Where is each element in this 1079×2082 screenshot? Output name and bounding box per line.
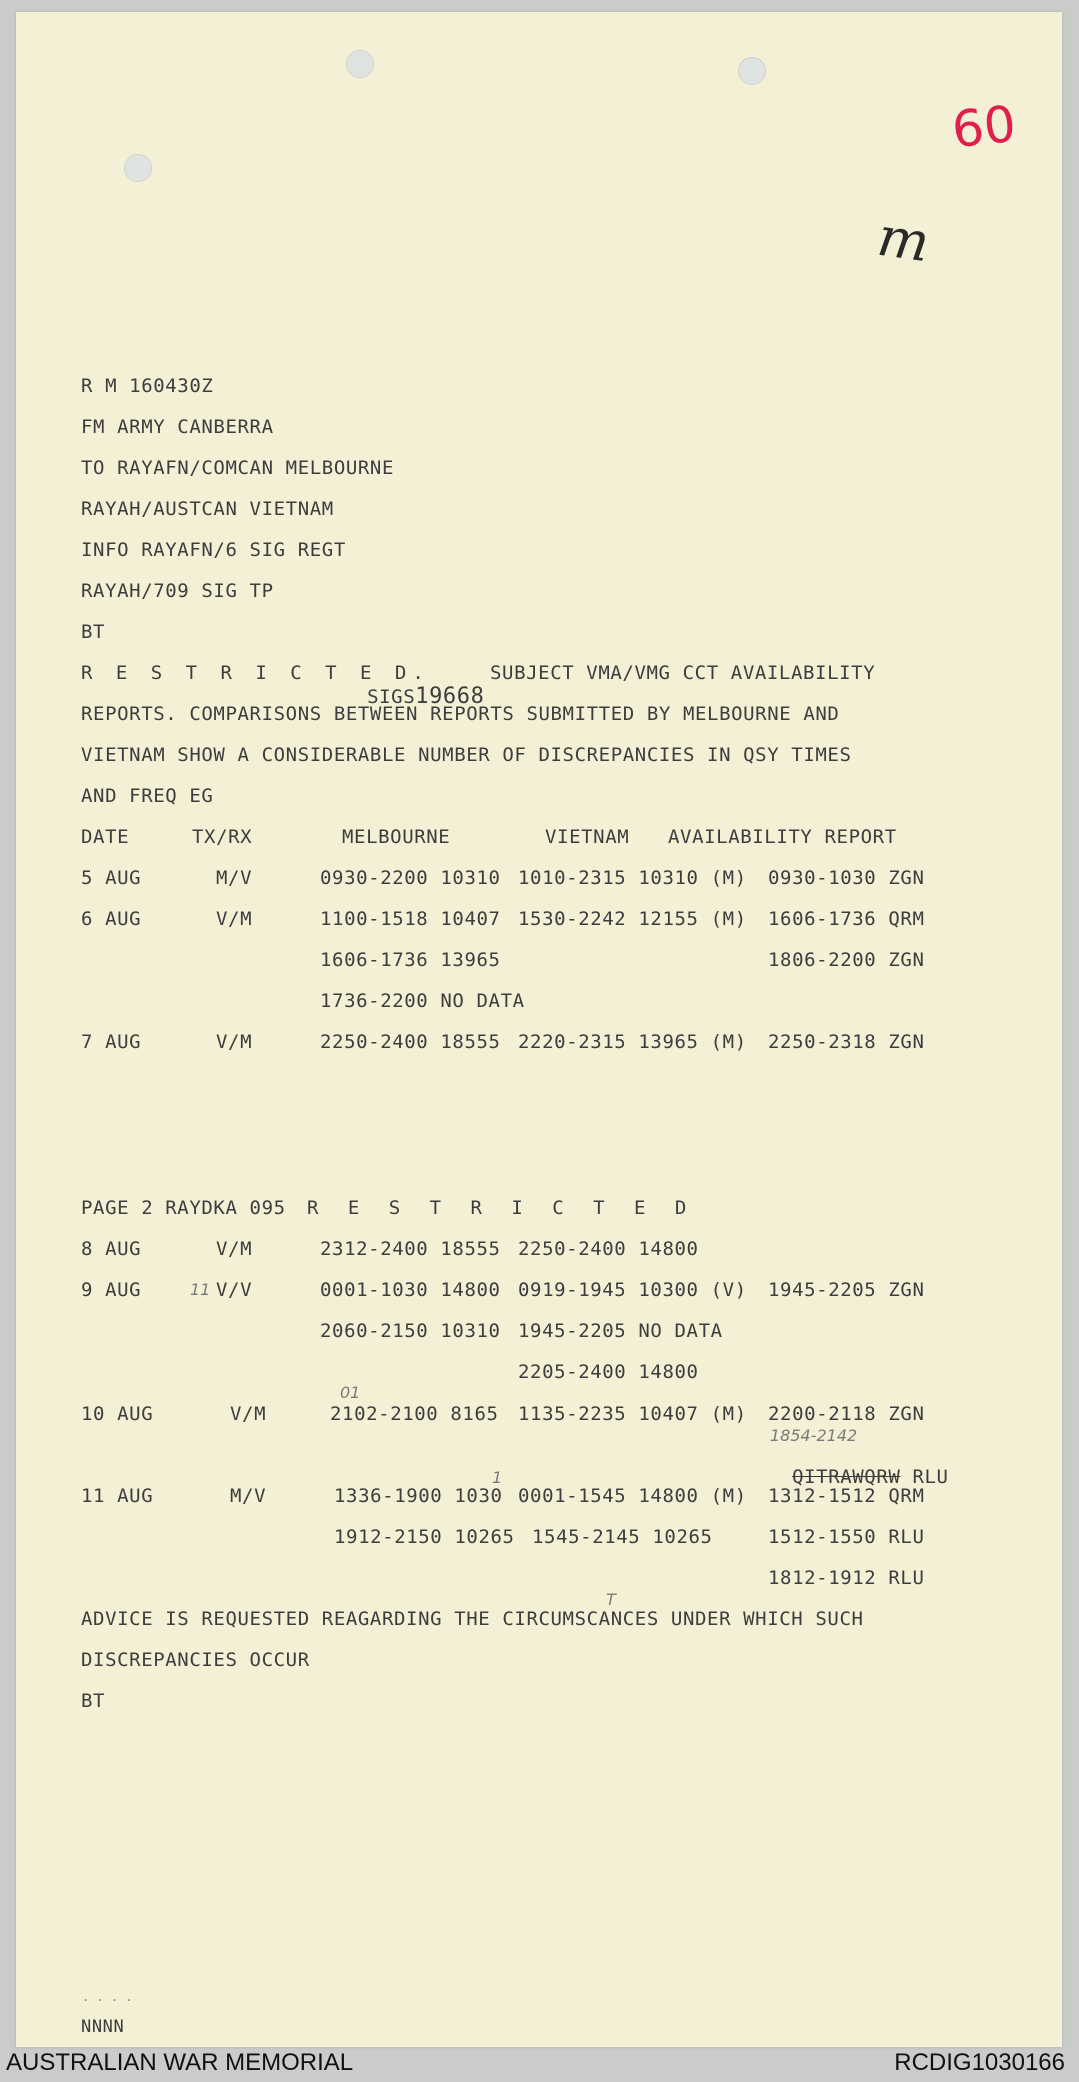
footer-record-id: RCDIG1030166: [894, 2049, 1065, 2076]
pencil-mark: 1: [492, 1468, 503, 1487]
row-vietnam: 0001-1545 14800 (M): [518, 1485, 747, 1507]
row-date: 8 AUG: [81, 1238, 142, 1260]
row-melbourne: 1736-2200 NO DATA: [320, 990, 525, 1012]
page-2-restricted: R E S T R I C T E D: [307, 1197, 696, 1219]
body-line-4: AND FREQ EG: [81, 785, 214, 807]
row-txrx: V/M: [216, 1238, 253, 1260]
header-line-dtg: R M 160430Z: [81, 375, 214, 397]
row-availability: 2250-2318 ZGN: [768, 1031, 925, 1053]
row-availability: 1606-1736 QRM: [768, 908, 925, 930]
row-melbourne: 0001-1030 14800: [320, 1279, 501, 1301]
row-melbourne: 2250-2400 18555: [320, 1031, 501, 1053]
row-vietnam: 1945-2205 NO DATA: [518, 1320, 723, 1342]
restricted-classification: R E S T R I C T E D.: [81, 662, 430, 684]
page-number-annotation: 60: [949, 94, 1019, 160]
row-txrx: V/M: [216, 908, 253, 930]
row-vietnam: 1530-2242 12155 (M): [518, 908, 747, 930]
col-header-txrx: TX/RX: [192, 826, 253, 848]
punch-hole: [124, 154, 152, 182]
struck-suffix: RLU: [912, 1466, 949, 1488]
handwritten-time: 1854-2142: [770, 1426, 858, 1445]
row-vietnam: 0919-1945 10300 (V): [518, 1279, 747, 1301]
row-availability: 0930-1030 ZGN: [768, 867, 925, 889]
pencil-correction: T: [606, 1590, 616, 1609]
footer-archive-name: AUSTRALIAN WAR MEMORIAL: [6, 2049, 354, 2076]
body-line-3: VIETNAM SHOW A CONSIDERABLE NUMBER OF DISCREPANCIES IN QSY TIMES: [81, 744, 852, 766]
row-date: 11 AUG: [81, 1485, 154, 1507]
header-line-info: INFO RAYAFN/6 SIG REGT: [81, 539, 346, 561]
row-availability: 1806-2200 ZGN: [768, 949, 925, 971]
page-2-label: PAGE 2 RAYDKA 095: [81, 1197, 286, 1219]
body-line-2: REPORTS. COMPARISONS BETWEEN REPORTS SUBMITTED BY MELBOURNE AND: [81, 703, 840, 725]
header-line-to2: RAYAH/AUSTCAN VIETNAM: [81, 498, 334, 520]
row-vietnam: 2220-2315 13965 (M): [518, 1031, 747, 1053]
closing-break: BT: [81, 1690, 106, 1712]
sigs-number: 19668: [415, 684, 485, 709]
row-vietnam: 2250-2400 14800: [518, 1238, 699, 1260]
header-line-from: FM ARMY CANBERRA: [81, 416, 274, 438]
struck-text: QITRAWQRW: [792, 1466, 901, 1488]
row-melbourne: 1606-1736 13965: [320, 949, 501, 971]
break-marker: BT: [81, 621, 106, 643]
struck-code: [768, 1444, 949, 1488]
row-date: 10 AUG: [81, 1403, 154, 1425]
row-txrx: M/V: [216, 867, 253, 889]
row-vietnam: 1135-2235 10407 (M): [518, 1403, 747, 1425]
punch-hole: [738, 57, 766, 85]
row-melbourne: 2102-2100 8165: [330, 1403, 499, 1425]
faint-dots: . . . .: [82, 1990, 133, 2004]
document-page: [16, 12, 1062, 2047]
row-date: 9 AUG: [81, 1279, 142, 1301]
row-melbourne: 2312-2400 18555: [320, 1238, 501, 1260]
row-melbourne: 1100-1518 10407: [320, 908, 501, 930]
sigs-reference: [343, 662, 484, 709]
header-line-to: TO RAYAFN/COMCAN MELBOURNE: [81, 457, 395, 479]
pencil-mark: 11: [190, 1280, 211, 1299]
row-melbourne: 1336-1900 1030: [334, 1485, 503, 1507]
row-txrx: V/V: [216, 1279, 253, 1301]
row-date: 6 AUG: [81, 908, 142, 930]
subject-line: SUBJECT VMA/VMG CCT AVAILABILITY: [490, 662, 876, 684]
row-txrx: M/V: [230, 1485, 267, 1507]
row-melbourne: 2060-2150 10310: [320, 1320, 501, 1342]
header-line-info2: RAYAH/709 SIG TP: [81, 580, 274, 602]
row-availability: 1512-1550 RLU: [768, 1526, 925, 1548]
handwritten-initial: m: [873, 204, 934, 275]
row-date: 5 AUG: [81, 867, 142, 889]
row-vietnam: 1010-2315 10310 (M): [518, 867, 747, 889]
col-header-melbourne: MELBOURNE: [342, 826, 451, 848]
row-availability: 1945-2205 ZGN: [768, 1279, 925, 1301]
row-vietnam: 1545-2145 10265: [532, 1526, 713, 1548]
col-header-availability: AVAILABILITY REPORT: [668, 826, 897, 848]
punch-hole: [346, 50, 374, 78]
pencil-correction: 01: [340, 1383, 361, 1402]
col-header-date: DATE: [81, 826, 130, 848]
closing-line-2: DISCREPANCIES OCCUR: [81, 1649, 310, 1671]
row-melbourne: 1912-2150 10265: [334, 1526, 515, 1548]
closing-line-1: ADVICE IS REQUESTED REAGARDING THE CIRCUMSCANCES UNDER WHICH SUCH: [81, 1608, 864, 1630]
col-header-vietnam: VIETNAM: [545, 826, 630, 848]
row-vietnam: 2205-2400 14800: [518, 1361, 699, 1383]
row-availability: 1312-1512 QRM: [768, 1485, 925, 1507]
row-availability: 2200-2118 ZGN: [768, 1403, 925, 1425]
row-availability: 1812-1912 RLU: [768, 1567, 925, 1589]
sigs-prefix: SIGS: [367, 686, 416, 708]
end-marker: NNNN: [81, 2017, 125, 2037]
row-date: 7 AUG: [81, 1031, 142, 1053]
row-txrx: V/M: [216, 1031, 253, 1053]
row-melbourne: 0930-2200 10310: [320, 867, 501, 889]
row-txrx: V/M: [230, 1403, 267, 1425]
